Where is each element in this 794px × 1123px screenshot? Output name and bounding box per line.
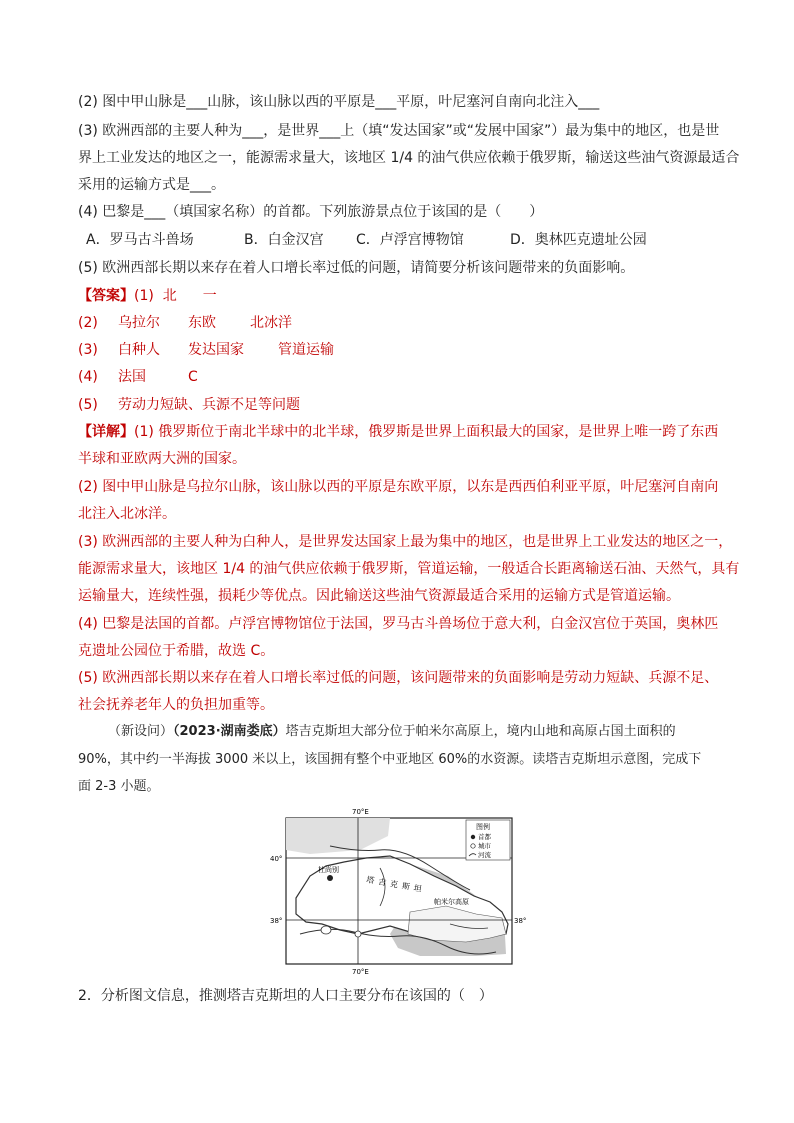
intro-prefix: （新设问） [108, 724, 174, 739]
option-a: A．罗马古斗兽场 [86, 232, 194, 248]
detail-line-1 [78, 422, 718, 442]
answer-num: (5) [78, 397, 98, 413]
capital-marker [327, 875, 333, 881]
legend-title: 图例 [476, 823, 490, 831]
answer-value: 劳动力短缺、兵源不足等问题 [118, 397, 300, 413]
question-2-text: 2．分析图文信息，推测塔吉克斯坦的人口主要分布在该国的（ ） [78, 988, 493, 1004]
answer-num: (1) [134, 288, 154, 304]
plateau-label: 帕米尔高原 [434, 898, 469, 906]
answer-value: 北冰洋 [250, 315, 292, 331]
intro-line-3: 面 2-3 小题。 [78, 779, 160, 794]
lat-label-38-left: 38° [270, 917, 283, 925]
legend-river: 河流 [478, 851, 491, 859]
detail-line-4: 北注入北冰洋。 [78, 506, 176, 522]
answer-num: (3) [78, 342, 98, 358]
legend-city: 城市 [478, 842, 491, 850]
map-legend [466, 820, 510, 860]
city-marker [355, 931, 361, 937]
answer-value: 白种人 [118, 342, 160, 358]
question-4: (4) 巴黎是___（填国家名称）的首都。下列旅游景点位于该国的是（ ） [78, 204, 544, 220]
tajikistan-map [270, 806, 530, 976]
option-c: C．卢浮宫博物馆 [356, 232, 464, 248]
answer-num: (4) [78, 369, 98, 385]
answer-tag: 【答案】 [78, 288, 134, 304]
detail-line-8: (4) 巴黎是法国的首都。卢浮宫博物馆位于法国，罗马古斗兽场位于意大利，白金汉宫位于英国，奥林匹 [78, 616, 719, 632]
question-3-line-3: 采用的运输方式是___。 [78, 177, 225, 193]
answer-value: 发达国家 [188, 342, 244, 358]
answer-row-1 [78, 286, 217, 306]
option-d: D．奥林匹克遗址公园 [510, 232, 647, 248]
question-4-options [86, 230, 647, 250]
answer-value: 一 [202, 288, 217, 304]
answer-value: 东欧 [188, 315, 216, 331]
detail-line-5: (3) 欧洲西部的主要人种为白种人，是世界发达国家上最为集中的地区，也是世界上工业发达的地区之一， [78, 534, 733, 550]
detail-text: (1) 俄罗斯位于南北半球中的北半球，俄罗斯是世界上面积最大的国家，是世界上唯一跨了东西 [134, 424, 719, 440]
question-3-line-1: (3) 欧洲西部的主要人种为___，是世界___上（填“发达国家”或“发展中国家”）最为集中的地区，也是世 [78, 123, 720, 139]
lon-label-top: 70°E [352, 808, 369, 816]
detail-line-3: (2) 图中甲山脉是乌拉尔山脉，该山脉以西的平原是东欧平原，以东是西西伯利亚平原，叶尼塞河自南向 [78, 479, 719, 495]
detail-tag: 【详解】 [78, 424, 134, 440]
answer-value: C [188, 369, 198, 385]
question-5: (5) 欧洲西部长期以来存在着人口增长率过低的问题，请简要分析该问题带来的负面影响。 [78, 260, 635, 276]
answer-num: (2) [78, 315, 98, 331]
legend-city-icon [471, 844, 475, 848]
lon-label-bottom: 70°E [352, 968, 369, 976]
detail-line-10: (5) 欧洲西部长期以来存在着人口增长率过低的问题，该问题带来的负面影响是劳动力短缺、兵源不足、 [78, 670, 719, 686]
answer-row-5 [78, 395, 300, 415]
detail-line-2: 半球和亚欧两大洲的国家。 [78, 451, 246, 467]
answer-row-4 [78, 367, 198, 387]
option-b: B．白金汉宫 [244, 232, 324, 248]
lat-label-40: 40° [270, 855, 283, 863]
question-2: (2) 图中甲山脉是___山脉，该山脉以西的平原是___平原，叶尼塞河自南向北注入___ [78, 94, 600, 110]
intro-line-2: 90%，其中约一半海拔 3000 米以上，该国拥有整个中亚地区 60%的水资源。读塔吉克斯坦示意图，完成下 [78, 752, 702, 767]
capital-label: 杜尚别 [318, 866, 339, 874]
intro-line-1 [108, 722, 676, 742]
detail-line-9: 克遗址公园位于希腊，故选 C。 [78, 643, 275, 659]
answer-value: 法国 [118, 369, 146, 385]
answer-row-2 [78, 313, 292, 333]
intro-text: 塔吉克斯坦大部分位于帕米尔高原上，境内山地和高原占国土面积的 [285, 724, 676, 739]
legend-capital: 首都 [478, 833, 491, 841]
answer-value: 北 [162, 288, 177, 304]
question-3-line-2: 界上工业发达的地区之一，能源需求量大，该地区 1/4 的油气供应依赖于俄罗斯，输送这些油气资源最适合 [78, 150, 740, 166]
answer-value: 乌拉尔 [118, 315, 160, 331]
detail-line-6: 能源需求量大，该地区 1/4 的油气供应依赖于俄罗斯，管道运输，一般适合长距离输送石油、天然气，具有 [78, 561, 740, 577]
answer-row-3 [78, 340, 334, 360]
detail-line-7: 运输量大，连续性强，损耗少等优点。因此输送这些油气资源最适合采用的运输方式是管道运输。 [78, 588, 680, 604]
lat-label-38-right: 38° [514, 917, 527, 925]
answer-value: 管道运输 [278, 342, 334, 358]
intro-source: （2023·湖南娄底） [173, 724, 286, 739]
lake-marker [321, 926, 331, 934]
detail-line-11: 社会抚养老年人的负担加重等。 [78, 697, 274, 713]
country-label: 塔吉克斯坦 [365, 875, 427, 895]
legend-capital-icon [471, 835, 475, 839]
